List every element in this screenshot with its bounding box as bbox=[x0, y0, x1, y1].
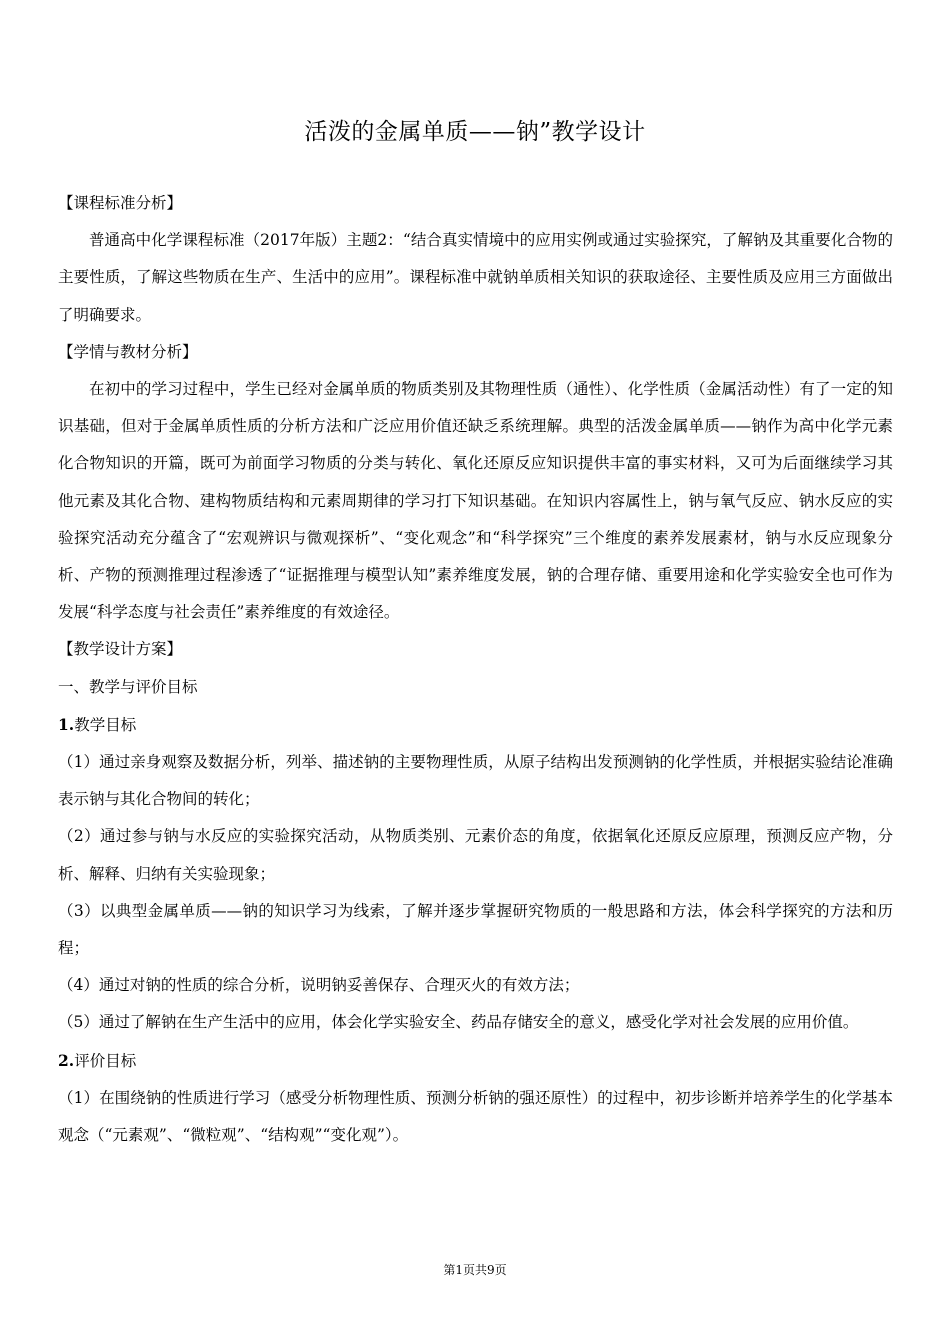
analysis-heading: 【学情与教材分析】 bbox=[58, 342, 198, 361]
eval-goals-heading bbox=[58, 1042, 893, 1080]
teaching-goals-number: 1. bbox=[58, 714, 75, 734]
teaching-goal-item: （1）通过亲身观察及数据分析，列举、描述钠的主要物理性质，从原子结构出发预测钠的化学性质，并根据实验结论准确表示钠与其化合物间的转化； bbox=[58, 753, 893, 809]
teaching-goals-label: 教学目标 bbox=[74, 715, 137, 734]
teaching-goal-item: （5）通过了解钠在生产生活中的应用，体会化学实验安全、药品存储安全的意义，感受化学对社会发展的应用价值。 bbox=[58, 1013, 859, 1032]
page-footer: 第1页共9页 bbox=[443, 1263, 507, 1277]
teaching-goals-heading bbox=[58, 706, 893, 744]
plan-heading: 【教学设计方案】 bbox=[58, 640, 183, 659]
eval-goals-number: 2. bbox=[58, 1050, 75, 1070]
document-title: 活泼的金属单质——钠”教学设计 bbox=[304, 119, 646, 145]
teaching-goal-item: （4）通过对钠的性质的综合分析，说明钠妥善保存、合理灭火的有效方法； bbox=[58, 976, 580, 995]
eval-goal-item: （1）在围绕钠的性质进行学习（感受分析物理性质、预测分析钠的强还原性）的过程中，初步诊断并培养学生的化学基本观念（“元素观”、“微粒观”、“结构观”“变化观”）。 bbox=[58, 1088, 893, 1145]
teaching-goal-item: （2）通过参与钠与水反应的实验探究活动，从物质类别、元素价态的角度，依据氧化还原反应原理，预测反应产物，分析、解释、归纳有关实验现象； bbox=[58, 827, 893, 883]
document-body bbox=[58, 185, 893, 1154]
curriculum-heading: 【课程标准分析】 bbox=[58, 194, 183, 212]
teaching-goal-item: （3）以典型金属单质——钠的知识学习为线索，了解并逐步掌握研究物质的一般思路和方法，体会科学探究的方法和历程； bbox=[58, 901, 893, 958]
eval-goals-label: 评价目标 bbox=[74, 1051, 137, 1070]
goals-heading: 一、教学与评价目标 bbox=[58, 677, 198, 696]
analysis-paragraph: 在初中的学习过程中，学生已经对金属单质的物质类别及其物理性质（通性）、化学性质（金属活动性）有了一定的知识基础，但对于金属单质性质的分析方法和广泛应用价值还缺乏系统理解。典型的活泼金属单质——钠作为高中化学元素化合物知识的开篇，既可为前面学习物质的分类与转化、氧化还原反应知识提供丰富的事实材料，又可为后面继续学习其他元素及其化合物、建构物质结构和元素周期律的学习打下知识基础。在知识内容属性上，钠与氧气反应、钠水反应的实验探究活动充分蕴含了“宏观辨识与微观探析”、“变化观念”和“科学探究”三个维度的素养发展素材，钠与水反应现象分析、产物的预测推理过程渗透了“证据推理与模型认知”素养维度发展，钠的合理存储、重要用途和化学实验安全也可作为发展“科学态度与社会责任”素养维度的有效途径。 bbox=[58, 380, 893, 622]
curriculum-paragraph: 普通高中化学课程标准（2017年版）主题2：“结合真实情境中的应用实例或通过实验探究，了解钠及其重要化合物的主要性质，了解这些物质在生产、生活中的应用”。课程标准中就钠单质相关知识的获取途径、主要性质及应用三方面做出了明确要求。 bbox=[58, 231, 893, 324]
